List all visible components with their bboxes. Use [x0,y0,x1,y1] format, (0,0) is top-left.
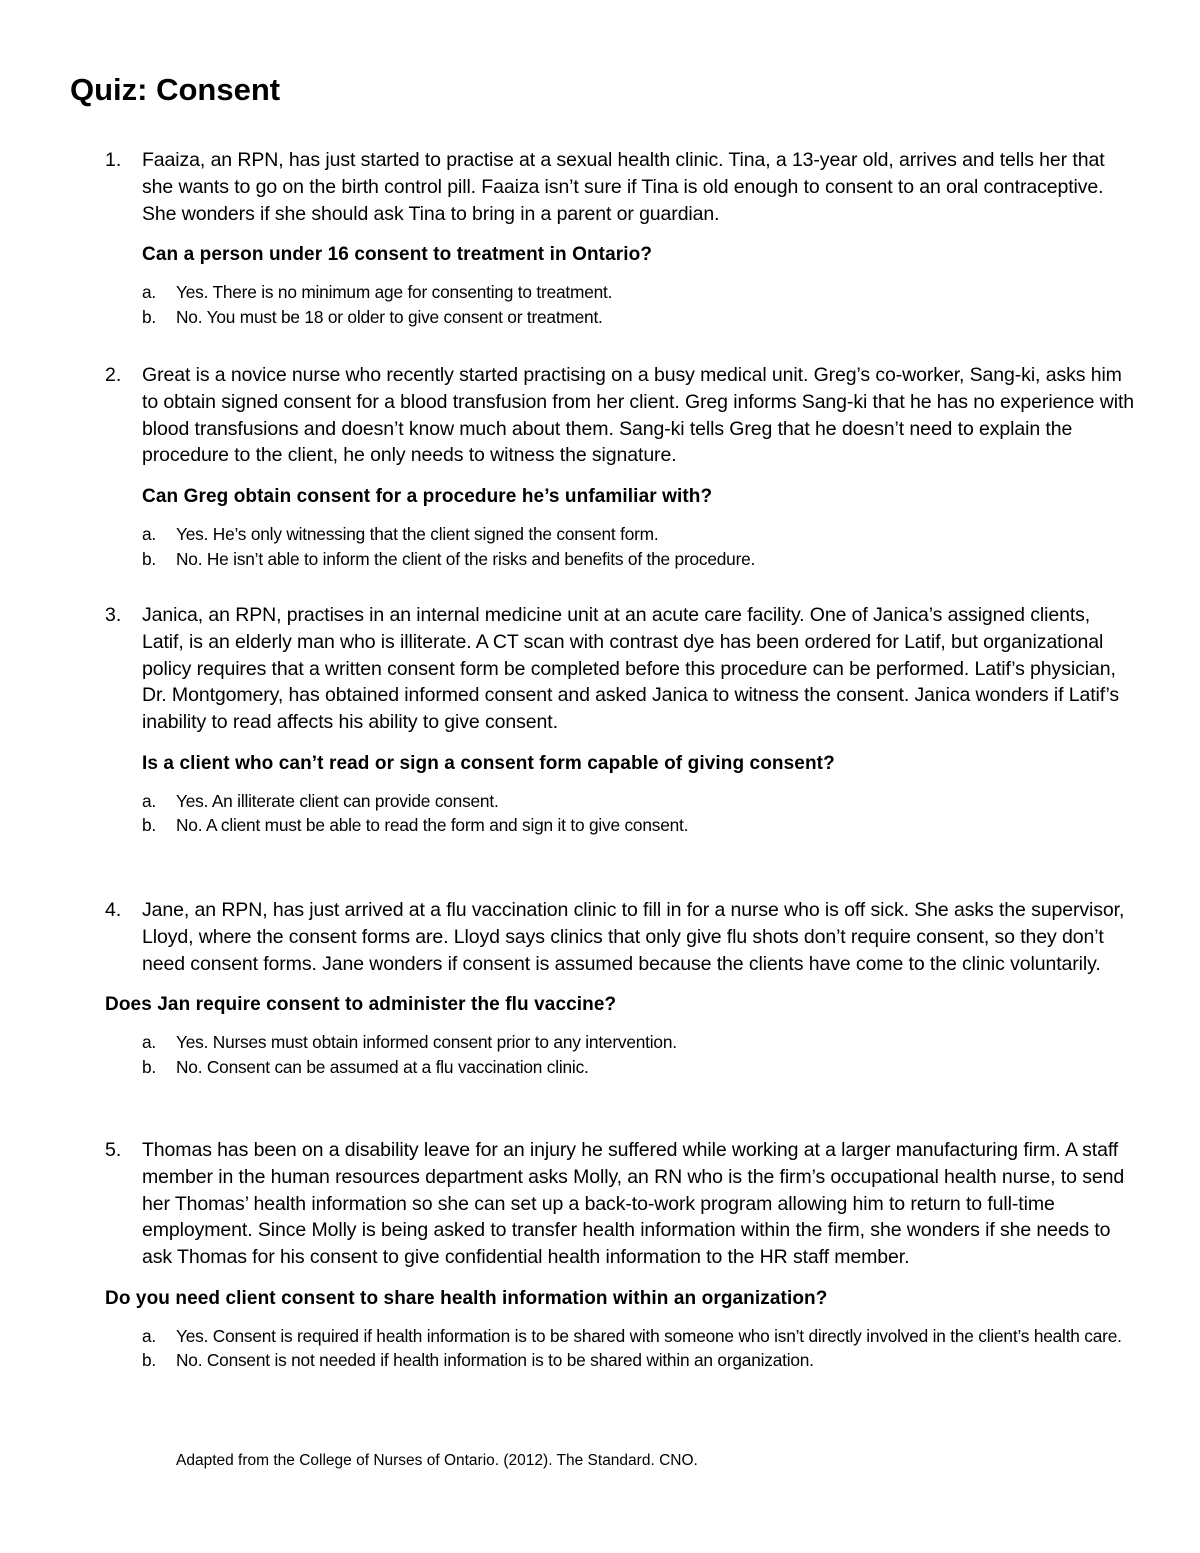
answer-option-b [142,813,1135,838]
question-number: 5. [105,1139,122,1161]
question-prompt: Can a person under 16 consent to treatment in Ontario? [142,244,653,266]
answer-options [142,1030,1135,1079]
question-1 [105,147,1135,329]
option-text: Yes. An illiterate client can provide consent. [176,790,499,811]
source-footnote: Adapted from the College of Nurses of Ontario. (2012). The Standard. CNO. [176,1452,698,1469]
question-scenario: Thomas has been on a disability leave for an injury he suffered while working at a larger manufacturing firm. A staff member in the human resources department asks Molly, an RN who is the firm’s occupational health nurse, to send her Thomas’ health information so she can set up a back-to-work program allowing him to return to full-time employment. Since Molly is being asked to transfer health information within the firm, she wonders if she needs to ask Thomas for his consent to give confidential health information to the HR staff member. [142,1139,1125,1269]
option-letter: b. [142,306,157,327]
question-5 [105,1137,1135,1373]
question-4 [105,897,1135,1079]
question-2 [105,362,1135,571]
question-prompt: Does Jan require consent to administer the flu vaccine? [105,994,617,1016]
option-letter: b. [142,1056,157,1077]
option-text: No. A client must be able to read the form and sign it to give consent. [176,815,689,836]
question-number: 4. [105,899,122,921]
answer-option-b [142,305,1135,330]
answer-options [142,280,1135,329]
answer-option-a [142,522,1135,547]
option-letter: b. [142,1350,157,1371]
answer-option-a [142,1324,1135,1349]
answer-options [142,522,1135,571]
question-scenario: Great is a novice nurse who recently started practising on a busy medical unit. Greg’s co-worker, Sang-ki, asks him to obtain signed consent for a blood transfusion from her client. Greg informs Sang-ki that he has no experience with blood transfusions and doesn’t know much about them. Sang-ki tells Greg that he doesn’t need to explain the procedure to the client, he only needs to witness the signature. [142,364,1135,467]
question-number: 3. [105,604,122,626]
question-number: 2. [105,364,122,386]
question-3 [105,602,1135,838]
option-text: Yes. Nurses must obtain informed consent prior to any intervention. [176,1032,677,1053]
answer-option-a [142,280,1135,305]
question-prompt: Can Greg obtain consent for a procedure he’s unfamiliar with? [142,486,713,508]
answer-option-a [142,1030,1135,1055]
option-letter: b. [142,815,157,836]
answer-option-b [142,547,1135,572]
option-letter: a. [142,524,157,545]
option-text: No. Consent can be assumed at a flu vaccination clinic. [176,1056,589,1077]
question-scenario: Faaiza, an RPN, has just started to practise at a sexual health clinic. Tina, a 13-year old, arrives and tells her that she wants to go on the birth control pill. Faaiza isn’t sure if Tina is old enough to consent to an oral contraceptive. She wonders if she should ask Tina to bring in a parent or guardian. [142,149,1105,225]
option-text: No. Consent is not needed if health information is to be shared within an organization. [176,1350,814,1371]
question-scenario: Janica, an RPN, practises in an internal medicine unit at an acute care facility. One of Janica’s assigned clients, Latif, is an elderly man who is illiterate. A CT scan with contrast dye has been ordered for Latif, but organizational policy requires that a written consent form be completed before this procedure can be performed. Latif’s physician, Dr. Montgomery, has obtained informed consent and asked Janica to witness the consent. Janica wonders if Latif’s inability to read affects his ability to give consent. [142,604,1119,734]
option-letter: a. [142,790,157,811]
option-text: No. You must be 18 or older to give consent or treatment. [176,306,603,327]
option-text: Yes. There is no minimum age for consenting to treatment. [176,282,613,303]
option-letter: a. [142,1325,157,1346]
page-title: Quiz: Consent [70,72,281,107]
question-number: 1. [105,149,122,171]
option-letter: a. [142,1032,157,1053]
answer-options [142,789,1135,838]
answer-option-a [142,789,1135,814]
answer-options [142,1324,1135,1373]
question-scenario: Jane, an RPN, has just arrived at a flu vaccination clinic to fill in for a nurse who is off sick. She asks the supervisor, Lloyd, where the consent forms are. Lloyd says clinics that only give flu shots don’t require consent, so they don’t need consent forms. Jane wonders if consent is assumed because the clients have come to the clinic voluntarily. [142,899,1125,975]
answer-option-b [142,1055,1135,1080]
option-letter: b. [142,548,157,569]
option-letter: a. [142,282,157,303]
question-prompt: Do you need client consent to share health information within an organization? [105,1287,828,1309]
question-prompt: Is a client who can’t read or sign a consent form capable of giving consent? [142,752,835,774]
option-text: Yes. Consent is required if health information is to be shared with someone who isn’t directly involved in the client’s health care. [176,1325,1122,1346]
answer-option-b [142,1348,1135,1373]
option-text: Yes. He’s only witnessing that the client signed the consent form. [176,524,659,545]
option-text: No. He isn’t able to inform the client of the risks and benefits of the procedure. [176,548,756,569]
